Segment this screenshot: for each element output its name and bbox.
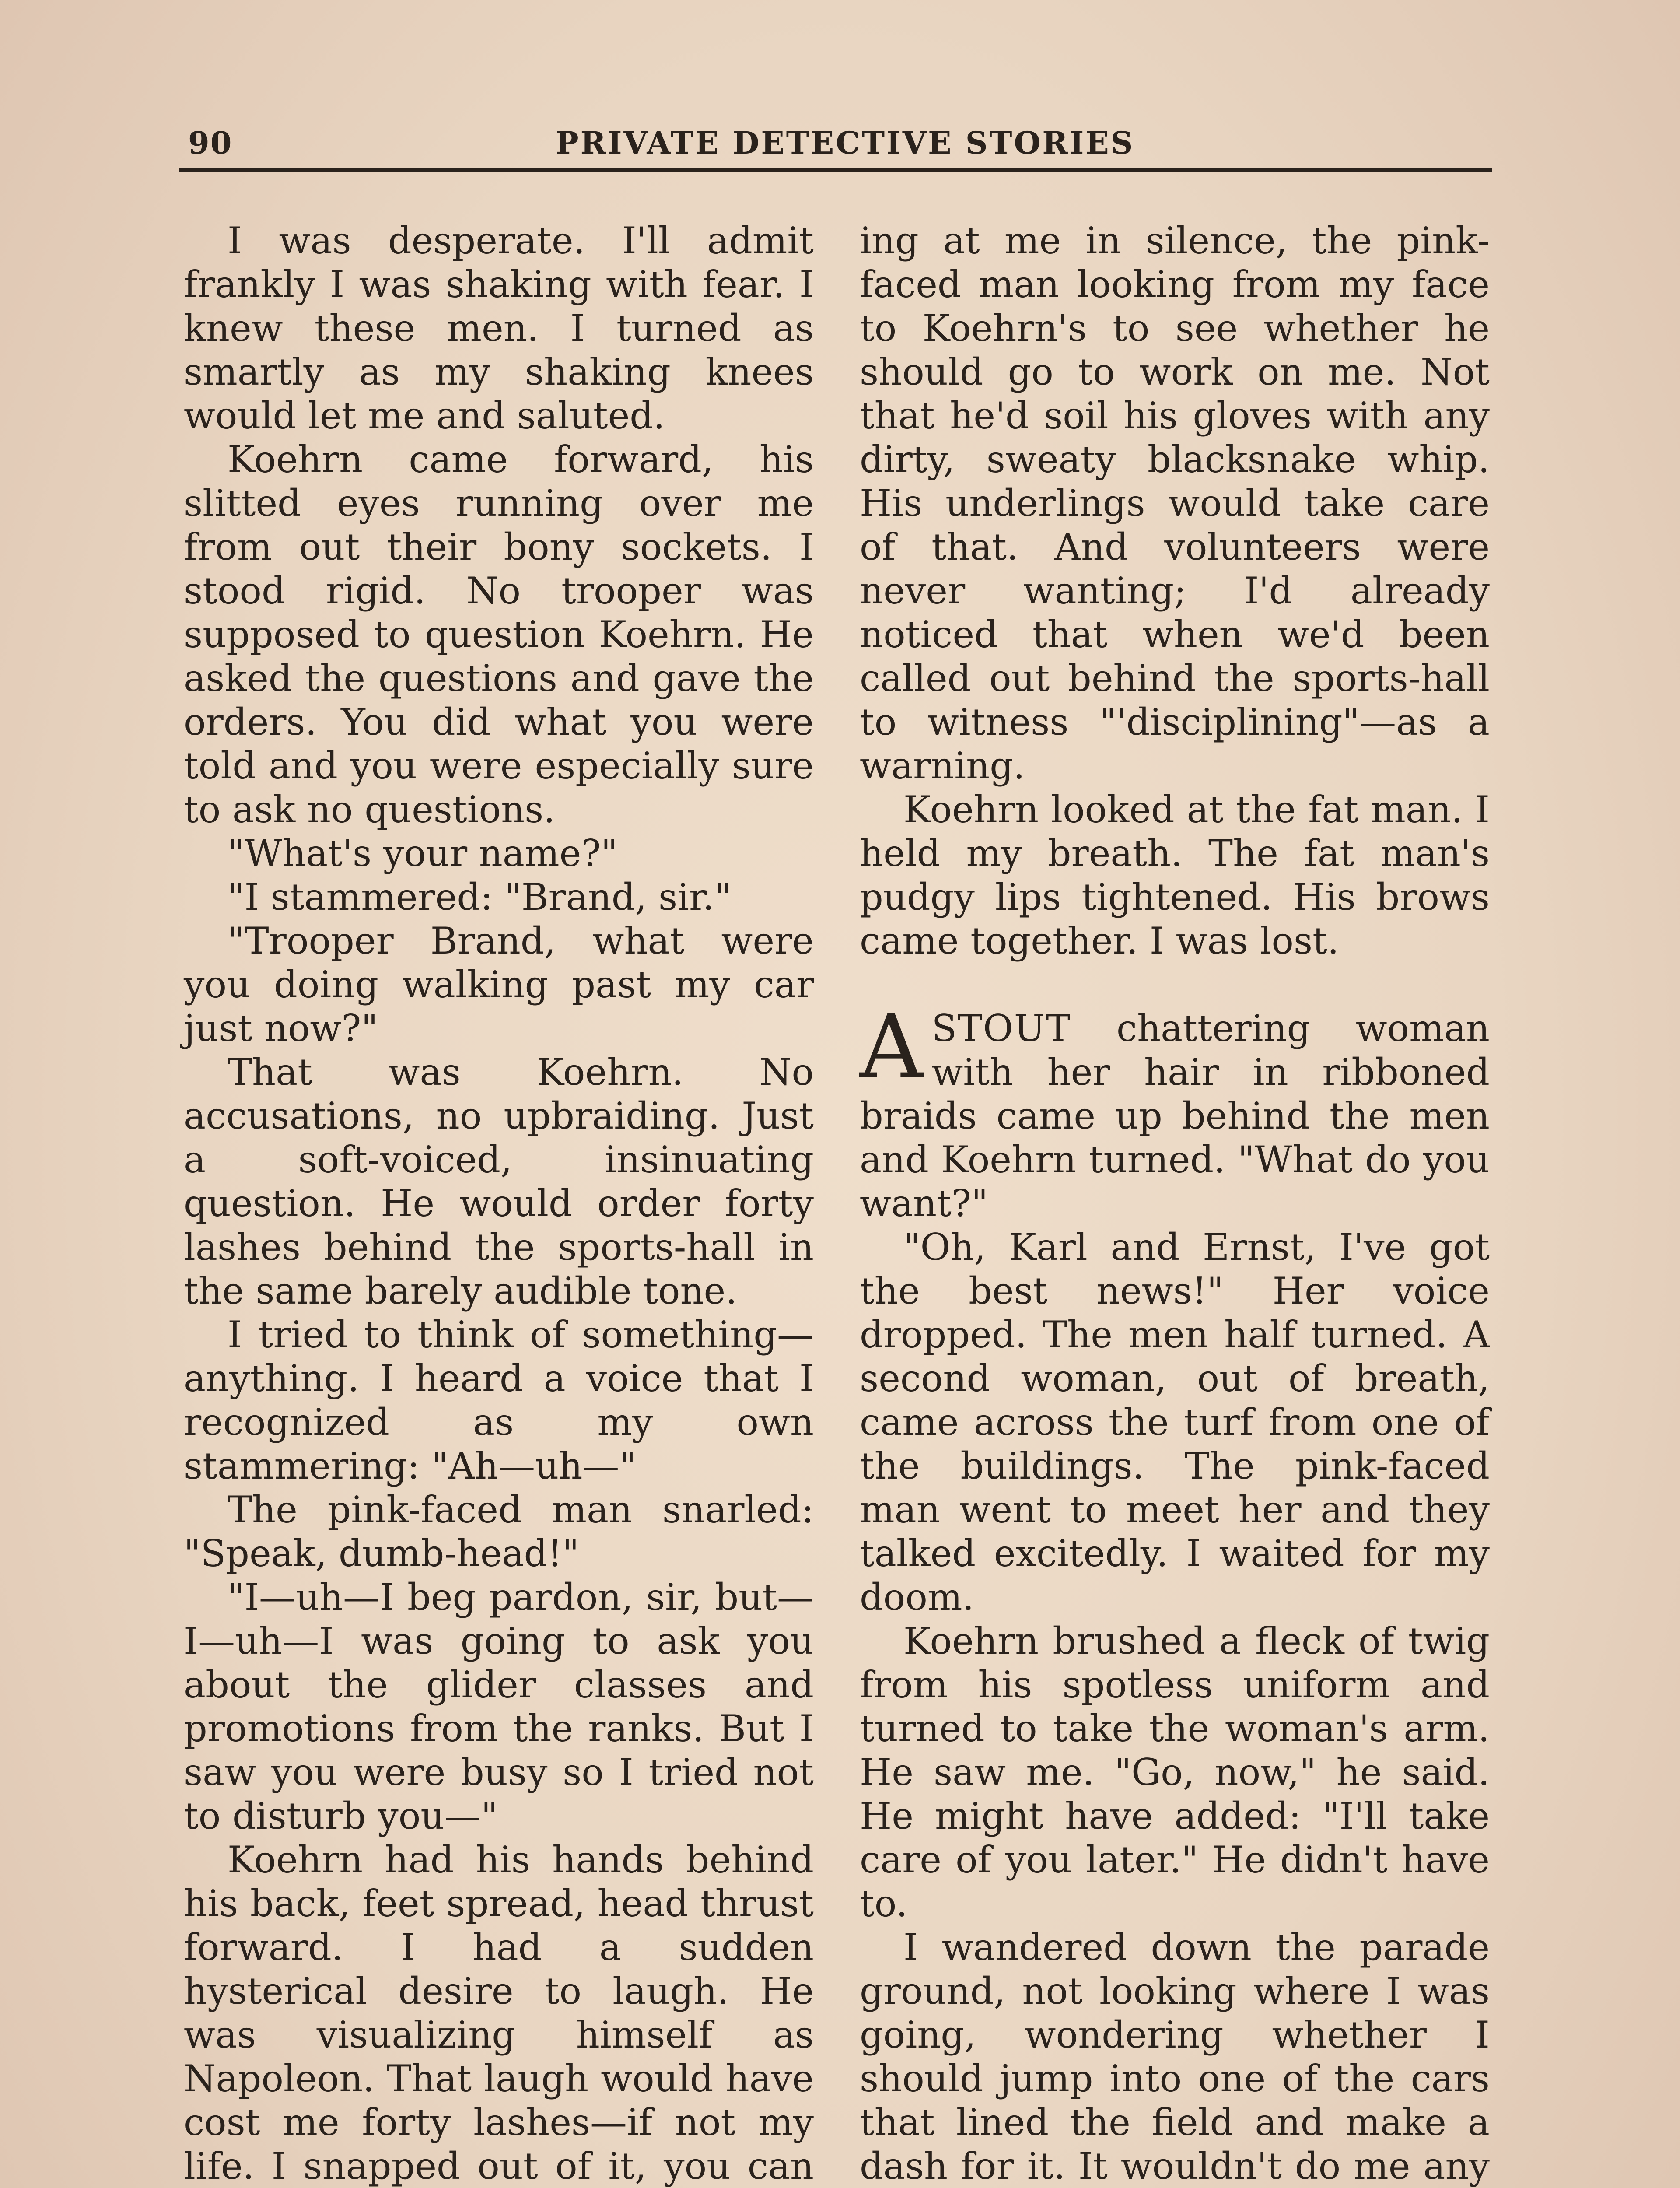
page-header (179, 116, 1492, 164)
section-opening-text: chattering woman with her hair in ribboned braids came up behind the men and Koehrn turned. "What do you want?" (860, 1007, 1490, 1225)
right-column (860, 219, 1490, 2188)
paragraph: "Trooper Brand, what were you doing walking past my car just now?" (184, 919, 814, 1050)
paragraph: That was Koehrn. No accusations, no upbraiding. Just a soft-voiced, insinuating question. He would order forty lashes behind the sports-hall in the same barely audible tone. (184, 1051, 814, 1312)
section-break (860, 963, 1490, 1006)
paragraph: I was desperate. I'll admit frankly I was shaking with fear. I knew these men. I turned as smartly as my shaking knees would let me and saluted. (184, 219, 814, 437)
running-title: PRIVATE DETECTIVE STORIES (556, 125, 1135, 161)
header-rule (179, 168, 1492, 172)
section-lead-word: STOUT (931, 1007, 1071, 1050)
paragraph: "I—uh—I beg pardon, sir, but—I—uh—I was going to ask you about the glider classes and promotions from the ranks. But I saw you were busy so I tried not to disturb you—" (184, 1576, 814, 1837)
paragraph-continuation: ing at me in silence, the pink-faced man looking from my face to Koehrn's to see whether he should go to work on me. Not that he'd soil his gloves with any dirty, sweaty blacksnake whip. His underlings would take care of that. And volunteers were never wanting; I'd already noticed that when we'd been called out behind the sports-hall to witness "'disciplining"—as a warning. (860, 219, 1490, 787)
paragraph: Koehrn had his hands behind his back, feet spread, head thrust forward. I had a sudden hysterical desire to laugh. He was visualizing himself as Napoleon. That laugh would have cost me forty lashes—if not my life. I snapped out of it, you can (184, 1838, 814, 2188)
paragraph: I wandered down the parade ground, not looking where I was going, wondering whether I should jump into one of the cars that lined the field and make a dash for it. It wouldn't do me any (860, 1926, 1490, 2188)
section-opening-paragraph (860, 996, 1490, 1225)
paragraph: Koehrn came forward, his slitted eyes running over me from out their bony sockets. I stood rigid. No trooper was supposed to question Koehrn. He asked the questions and gave the orders. You did what you were told and you were especially sure to ask no questions. (184, 438, 814, 831)
left-column (184, 219, 814, 2188)
paragraph: "Oh, Karl and Ernst, I've got the best news!" Her voice dropped. The men half turned. A second woman, out of breath, came across the turf from one of the buildings. The pink-faced man went to meet her and they talked excitedly. I waited for my doom. (860, 1226, 1490, 1619)
paragraph: I tried to think of something—anything. I heard a voice that I recognized as my own stammering: "Ah—uh—" (184, 1313, 814, 1487)
drop-cap: A (860, 996, 923, 1098)
paragraph: "What's your name?" (228, 832, 618, 875)
paragraph: "I stammered: "Brand, sir." (228, 876, 732, 919)
paragraph: Koehrn brushed a fleck of twig from his spotless uniform and turned to take the woman's arm. He saw me. "Go, now," he said. He might have added: "I'll take care of you later." He didn't have to. (860, 1620, 1490, 1925)
paragraph: The pink-faced man snarled: "Speak, dumb-head!" (184, 1488, 814, 1575)
paragraph: Koehrn looked at the fat man. I held my breath. The fat man's pudgy lips tightened. His brows came together. I was lost. (860, 788, 1490, 962)
page-number: 90 (188, 125, 233, 161)
